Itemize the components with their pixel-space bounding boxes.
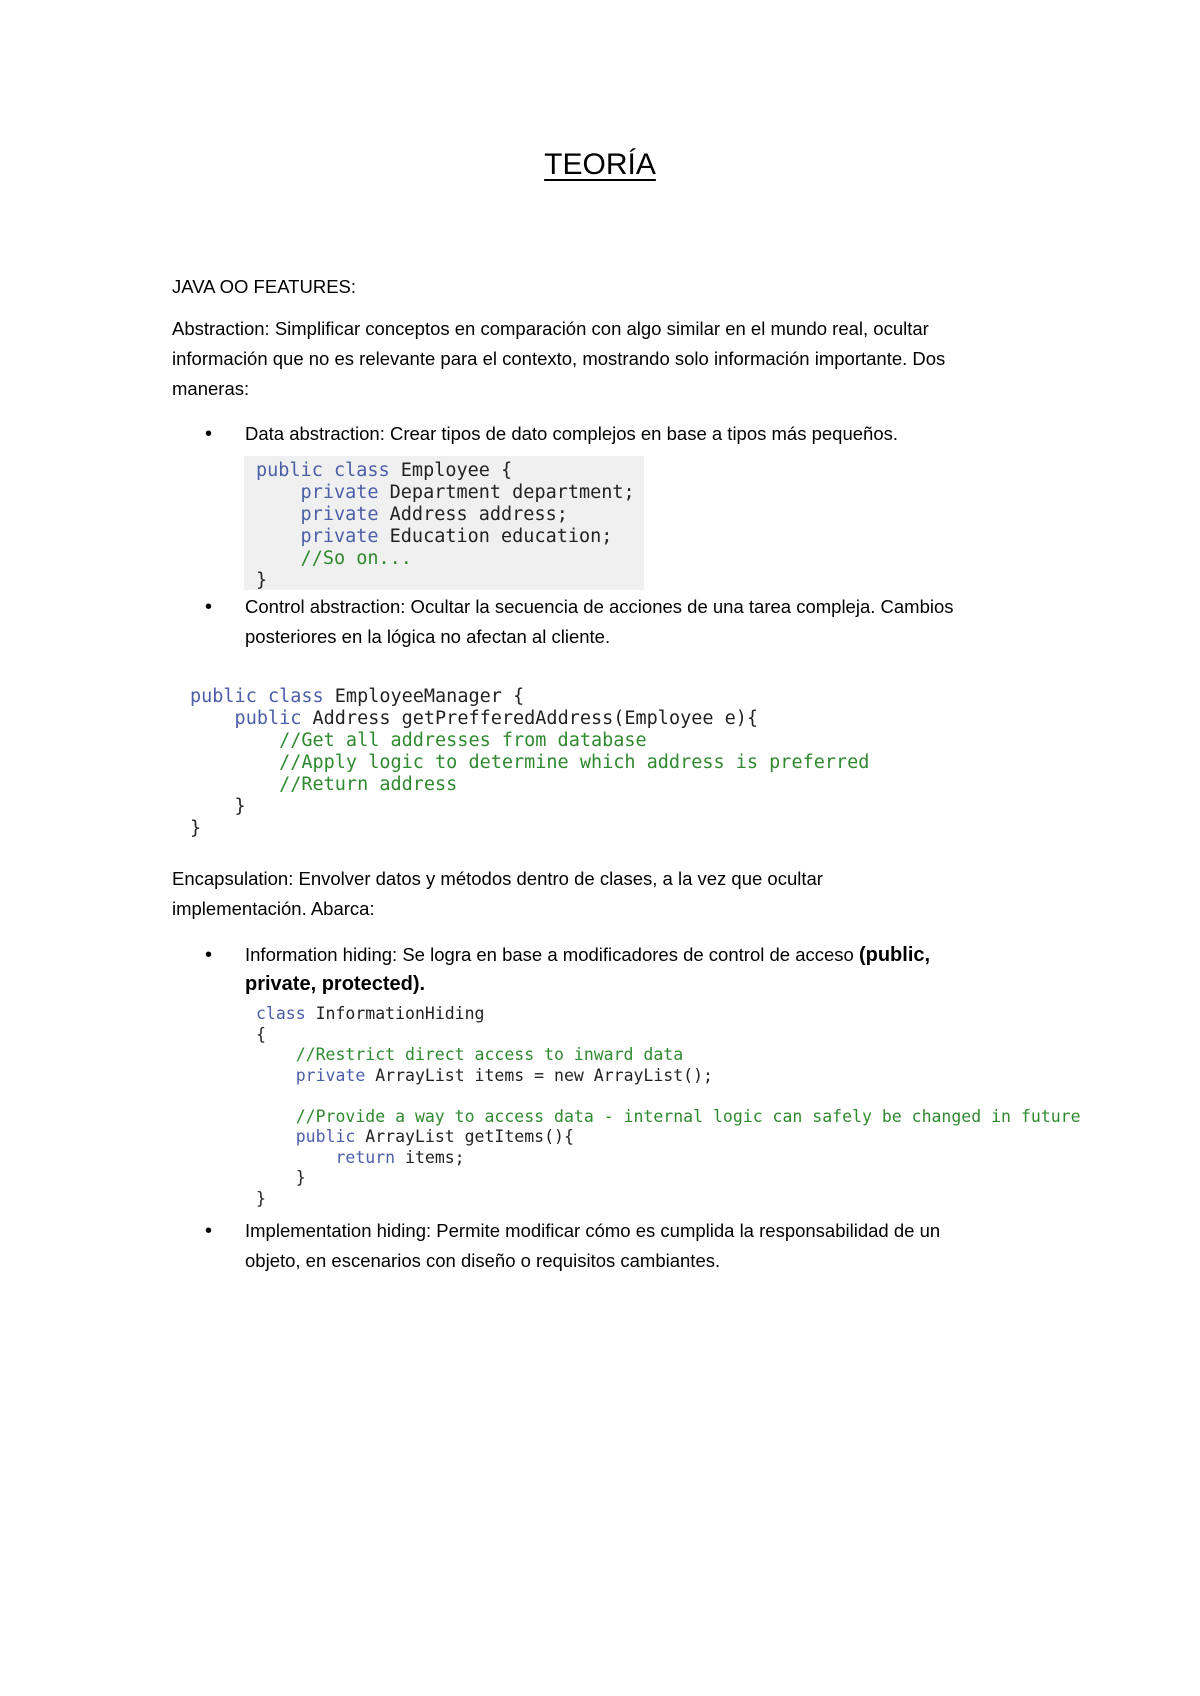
- code-line: [256, 1189, 1081, 1210]
- page-title: TEORÍA: [544, 148, 656, 181]
- code-block-employee-manager: [190, 686, 869, 840]
- code-text: [256, 1086, 266, 1105]
- bullet-icon: •: [205, 596, 213, 618]
- code-line: [256, 1004, 1081, 1025]
- code-line: [256, 1086, 1081, 1107]
- code-line: [190, 818, 869, 840]
- code-comment: //Apply logic to determine which address is preferred: [190, 752, 870, 773]
- code-keyword: public: [190, 708, 313, 729]
- code-text: Address address;: [389, 504, 568, 525]
- code-line: [190, 708, 869, 730]
- code-text: }: [256, 570, 268, 591]
- code-keyword: private: [256, 504, 390, 525]
- code-text: }: [190, 818, 202, 839]
- code-text: InformationHiding: [315, 1004, 485, 1023]
- bullet-icon: •: [205, 423, 213, 445]
- bullet-icon: •: [205, 944, 213, 966]
- code-text: Department department;: [389, 482, 635, 503]
- code-comment: //So on...: [256, 548, 412, 569]
- control-abstraction-line-2: posteriores en la lógica no afectan al cliente.: [245, 626, 611, 647]
- code-comment: //Provide a way to access data - internal logic can safely be changed in future: [256, 1106, 1081, 1126]
- code-line: [190, 796, 869, 818]
- encapsulation-line-2: implementación. Abarca:: [172, 898, 375, 919]
- code-line: [190, 774, 869, 796]
- code-comment: //Restrict direct access to inward data: [256, 1045, 684, 1064]
- abstraction-line-2: información que no es relevante para el contexto, mostrando solo información importante. Dos: [172, 348, 946, 369]
- code-keyword: return: [256, 1147, 406, 1167]
- code-block-employee: [244, 456, 644, 590]
- code-comment: //Return address: [190, 774, 458, 795]
- code-line: [256, 482, 644, 504]
- code-line: [190, 686, 869, 708]
- implementation-hiding-line-1: Implementation hiding: Permite modificar cómo es cumplida la responsabilidad de un: [245, 1220, 941, 1241]
- code-text: }: [190, 796, 246, 817]
- code-keyword: public: [256, 1127, 366, 1146]
- encapsulation-line-1: Encapsulation: Envolver datos y métodos dentro de clases, a la vez que ocultar: [172, 868, 823, 889]
- code-line: [256, 548, 644, 570]
- code-line: [256, 570, 644, 592]
- information-hiding-text: Information hiding: Se logra en base a modificadores de control de acceso: [245, 944, 859, 965]
- code-text: EmployeeManager {: [334, 686, 525, 707]
- implementation-hiding-line-2: objeto, en escenarios con diseño o requisitos cambiantes.: [245, 1250, 721, 1271]
- code-comment: //Get all addresses from database: [190, 730, 647, 751]
- code-line: [256, 504, 644, 526]
- code-text: items;: [405, 1147, 465, 1167]
- code-keyword: private: [256, 1065, 376, 1085]
- code-line: [190, 730, 869, 752]
- bullet-icon: •: [205, 1220, 213, 1242]
- code-line: [256, 1168, 1081, 1189]
- code-text: ArrayList items = new ArrayList();: [375, 1065, 713, 1085]
- code-line: [256, 460, 644, 482]
- control-abstraction-line-1: Control abstraction: Ocultar la secuencia de acciones de una tarea compleja. Cambios: [245, 596, 954, 617]
- code-text: }: [256, 1168, 306, 1187]
- code-text: {: [256, 1024, 266, 1044]
- code-text: Education education;: [389, 526, 613, 547]
- code-keyword: private: [256, 526, 390, 547]
- code-line: [256, 1045, 1081, 1066]
- information-hiding-line-2: [245, 969, 425, 999]
- section-heading: JAVA OO FEATURES:: [172, 276, 357, 297]
- code-line: [256, 1066, 1081, 1087]
- code-line: [256, 1127, 1081, 1148]
- code-keyword: class: [256, 1004, 316, 1023]
- code-keyword: public class: [190, 686, 335, 707]
- code-text: Address getPrefferedAddress(Employee e){: [312, 708, 759, 729]
- code-text: ArrayList getItems(){: [365, 1127, 574, 1146]
- code-line: [256, 1107, 1081, 1128]
- abstraction-line-1: Abstraction: Simplificar conceptos en comparación con algo similar en el mundo real, ocultar: [172, 318, 929, 339]
- code-line: [256, 526, 644, 548]
- abstraction-line-3: maneras:: [172, 378, 250, 399]
- code-line: [256, 1025, 1081, 1046]
- code-block-information-hiding: [256, 1004, 1081, 1209]
- code-text: }: [256, 1188, 266, 1208]
- information-hiding-bold-2: private, protected).: [245, 973, 426, 995]
- code-line: [256, 1148, 1081, 1169]
- code-text: Employee {: [400, 460, 513, 481]
- information-hiding-bold-1: (public,: [858, 944, 931, 966]
- data-abstraction-text: Data abstraction: Crear tipos de dato complejos en base a tipos más pequeños.: [245, 423, 899, 444]
- information-hiding-line-1: [245, 940, 930, 970]
- code-keyword: private: [256, 482, 390, 503]
- code-line: [190, 752, 869, 774]
- code-keyword: public class: [256, 460, 401, 481]
